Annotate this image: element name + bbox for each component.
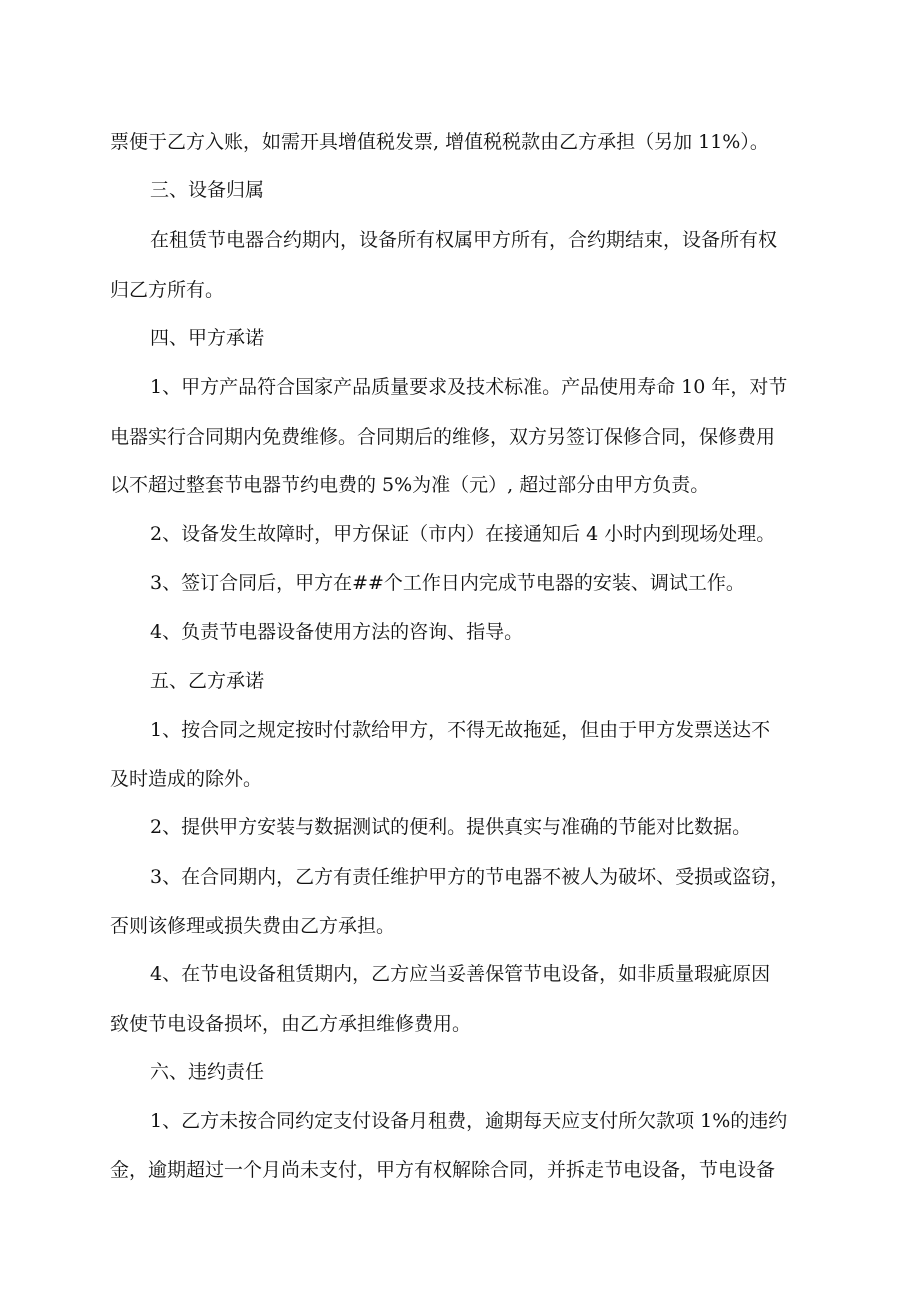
text-line: 以不超过整套节电器节约电费的 5%为准（元）, 超过部分由甲方负责。 bbox=[110, 474, 710, 496]
text-line: 票便于乙方入账，如需开具增值税发票, 增值税税款由乙方承担（另加 11%）。 bbox=[110, 131, 769, 153]
text-line: 1、乙方未按合同约定支付设备月租费，逾期每天应支付所欠款项 1%的违约 bbox=[150, 1110, 788, 1132]
text-line: 1、按合同之规定按时付款给甲方，不得无故拖延，但由于甲方发票送达不 bbox=[150, 719, 771, 741]
text-line: 电器实行合同期内免费维修。合同期后的维修，双方另签订保修合同，保修费用 bbox=[110, 426, 776, 448]
text-line: 3、在合同期内，乙方有责任维护甲方的节电器不被人为破坏、受损或盗窃， bbox=[150, 866, 790, 888]
text-line: 致使节电设备损坏，由乙方承担维修费用。 bbox=[110, 1013, 472, 1035]
text-line: 归乙方所有。 bbox=[110, 279, 225, 301]
section-heading: 三、设备归属 bbox=[150, 179, 265, 201]
section-heading: 五、乙方承诺 bbox=[150, 670, 265, 692]
text-line: 及时造成的除外。 bbox=[110, 768, 263, 790]
section-heading: 六、违约责任 bbox=[150, 1061, 265, 1083]
text-line: 4、负责节电器设备使用方法的咨询、指导。 bbox=[150, 621, 524, 643]
text-line: 2、设备发生故障时，甲方保证（市内）在接通知后 4 小时内到现场处理。 bbox=[150, 523, 776, 545]
text-line: 3、签订合同后，甲方在##个工作日内完成节电器的安装、调试工作。 bbox=[150, 572, 745, 594]
text-line: 金，逾期超过一个月尚未支付，甲方有权解除合同，并拆走节电设备，节电设备 bbox=[110, 1159, 776, 1181]
text-line: 1、甲方产品符合国家产品质量要求及技术标准。产品使用寿命 10 年，对节 bbox=[150, 376, 788, 398]
text-line: 2、提供甲方安装与数据测试的便利。提供真实与准确的节能对比数据。 bbox=[150, 816, 752, 838]
text-line: 在租赁节电器合约期内，设备所有权属甲方所有，合约期结束，设备所有权 bbox=[150, 229, 778, 251]
text-line: 否则该修理或损失费由乙方承担。 bbox=[110, 915, 396, 937]
text-line: 4、在节电设备租赁期内，乙方应当妥善保管节电设备，如非质量瑕疵原因 bbox=[150, 963, 771, 985]
section-heading: 四、甲方承诺 bbox=[150, 327, 265, 349]
